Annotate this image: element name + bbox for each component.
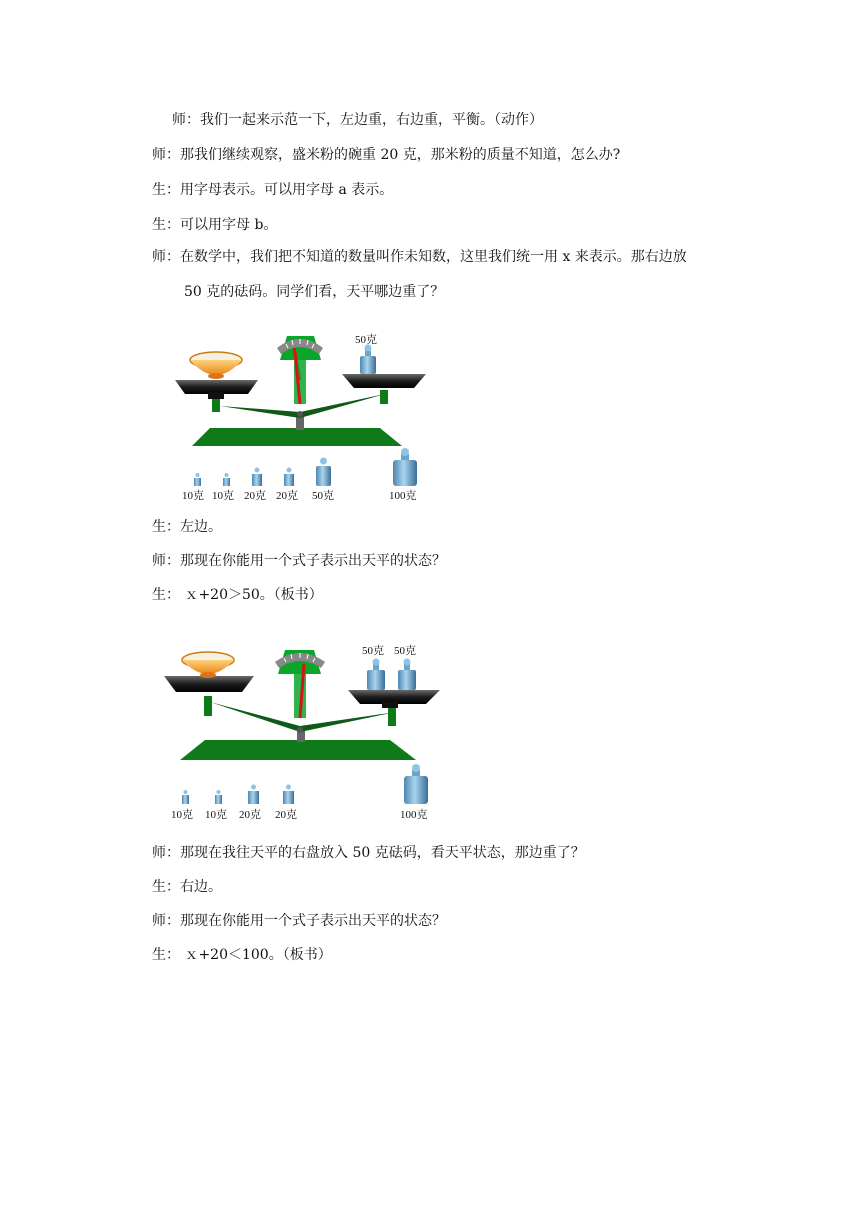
weight-100g-icon <box>404 764 428 804</box>
weight-10g-icon <box>182 790 189 804</box>
weight-label: 50克 <box>312 490 334 502</box>
weight-label: 20克 <box>244 490 266 502</box>
weight-20g-icon <box>284 468 294 487</box>
weight-100g-icon <box>393 448 417 486</box>
dialogue-line: 师：我们一起来示范一下，左边重，右边重，平衡。（动作） <box>172 112 543 128</box>
dialogue-line: 师：那现在我往天平的右盘放入 50 克砝码，看天平状态，那边重了？ <box>152 845 585 861</box>
dialogue-line: 生：用字母表示。可以用字母 a 表示。 <box>152 182 394 198</box>
weight-50g-icon <box>367 659 385 691</box>
left-pan <box>175 380 258 394</box>
right-pan <box>348 690 440 704</box>
weight-label: 20克 <box>239 809 261 821</box>
weight-label: 100克 <box>400 809 428 821</box>
dialogue-line: 生：右边。 <box>152 879 222 895</box>
weight-label: 10克 <box>171 809 193 821</box>
weight-label: 100克 <box>389 490 417 502</box>
pan-weight-label: 50克 <box>394 645 416 657</box>
dialogue-line: 师：那我们继续观察，盛米粉的碗重 20 克，那米粉的质量不知道，怎么办? <box>152 147 621 163</box>
weights-row <box>182 764 428 804</box>
dialogue-line: 师：那现在你能用一个式子表示出天平的状态？ <box>152 913 446 929</box>
dialogue-line: 生： ｘ+20＞50。（板书） <box>152 587 323 603</box>
dialogue-line: 生： ｘ+20＜100。（板书） <box>152 947 332 963</box>
bowl-icon <box>190 352 242 379</box>
dial-icon <box>275 650 325 718</box>
pan-weight-label: 50克 <box>362 645 384 657</box>
weight-label: 10克 <box>205 809 227 821</box>
dialogue-line: 师：那现在你能用一个式子表示出天平的状态？ <box>152 553 446 569</box>
weight-50g-icon <box>316 458 331 487</box>
dialogue-line: 生：左边。 <box>152 519 222 535</box>
left-pan <box>164 676 254 692</box>
dialogue-line: 生：可以用字母 b。 <box>152 217 278 233</box>
weight-20g-icon <box>252 468 262 487</box>
weights-row <box>194 448 417 486</box>
right-pan <box>342 374 426 388</box>
weight-20g-icon <box>248 785 259 805</box>
dial-icon <box>277 336 323 404</box>
weight-10g-icon <box>223 473 230 486</box>
weight-label: 20克 <box>275 809 297 821</box>
balance-figure-1 <box>170 328 440 508</box>
weight-label: 10克 <box>212 490 234 502</box>
weight-10g-icon <box>215 790 222 804</box>
bowl-icon <box>182 652 234 678</box>
weight-50g-icon <box>398 659 416 691</box>
weight-label: 10克 <box>182 490 204 502</box>
scale-base <box>192 428 402 446</box>
dialogue-line: 师：在数学中，我们把不知道的数量叫作未知数，这里我们统一用 x 来表示。那右边放 <box>152 249 687 265</box>
balance-figure-2 <box>160 640 450 825</box>
weight-50g-icon <box>360 345 376 375</box>
weight-label: 20克 <box>276 490 298 502</box>
weight-20g-icon <box>283 785 294 805</box>
pan-weight-label: 50克 <box>355 334 377 346</box>
dialogue-line: 50 克的砝码。同学们看，天平哪边重了？ <box>184 284 445 300</box>
scale-base <box>180 740 416 760</box>
weight-10g-icon <box>194 473 201 486</box>
